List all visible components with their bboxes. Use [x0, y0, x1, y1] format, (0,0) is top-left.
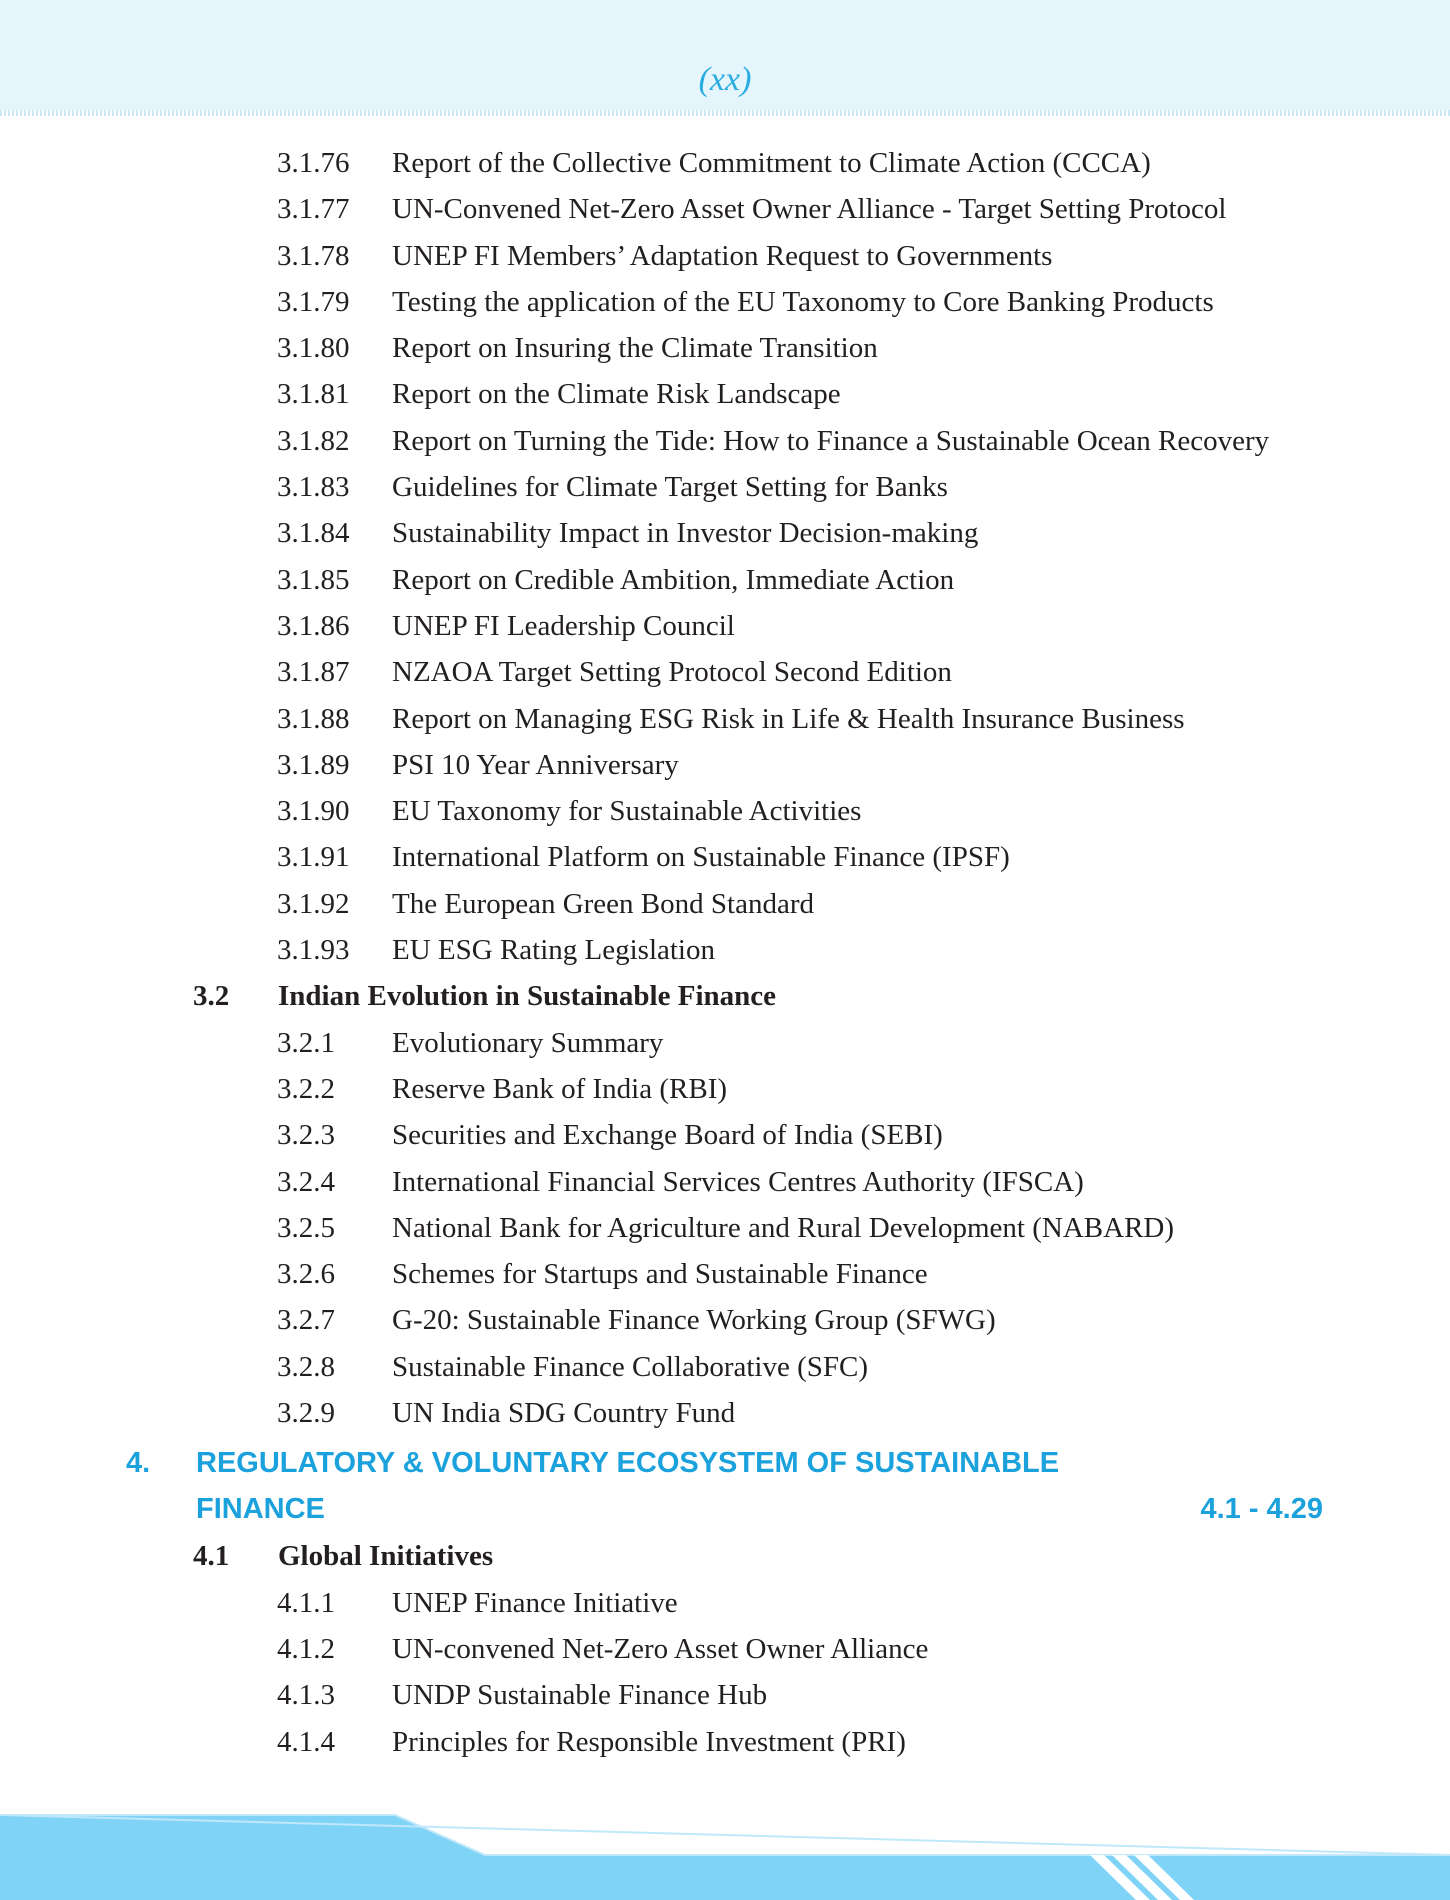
toc-entry-number: 3.2.2 — [277, 1072, 335, 1105]
toc-entry[interactable] — [0, 1719, 1450, 1765]
toc-entry-number: 3.1.92 — [277, 887, 350, 920]
toc-entry[interactable] — [0, 1020, 1450, 1066]
toc-entry-number: 4.1.3 — [277, 1679, 335, 1712]
toc-entry-number: 3.1.83 — [277, 471, 350, 504]
toc-entry-title: UN-Convened Net-Zero Asset Owner Alliance - Target Setting Protocol — [392, 193, 1227, 226]
toc-entry-number: 3.2.5 — [277, 1211, 335, 1244]
toc-entry[interactable] — [0, 233, 1450, 279]
toc-entry-title: UNDP Sustainable Finance Hub — [392, 1679, 768, 1712]
toc-entry-title: International Financial Services Centres Authority (IFSCA) — [392, 1165, 1084, 1198]
toc-entry[interactable] — [0, 279, 1450, 325]
toc-entry-number: 3.2.4 — [277, 1165, 335, 1198]
chapter-title-line2: FINANCE — [196, 1493, 325, 1526]
toc-entry-number: 3.1.80 — [277, 332, 350, 365]
toc-entry-number: 3.2.1 — [277, 1026, 335, 1059]
toc-entry-title: Report on Turning the Tide: How to Finance a Sustainable Ocean Recovery — [392, 424, 1270, 457]
toc-entry-title: Report on Managing ESG Risk in Life & Health Insurance Business — [392, 702, 1185, 735]
toc-entry-number: 3.1.76 — [277, 147, 350, 179]
toc-entry[interactable] — [0, 371, 1450, 417]
toc-entry-title: UNEP Finance Initiative — [392, 1586, 678, 1619]
toc-entry-number: 3.1.87 — [277, 656, 350, 689]
toc-entry-number: 3.2.7 — [277, 1304, 335, 1337]
toc-entry-number: 3.1.85 — [277, 563, 350, 596]
toc-entry[interactable] — [0, 696, 1450, 742]
toc-entry[interactable] — [0, 557, 1450, 603]
toc-entry[interactable] — [0, 1344, 1450, 1390]
toc-entry[interactable] — [0, 742, 1450, 788]
toc-entry-number: 3.1.91 — [277, 841, 350, 874]
toc-entry[interactable] — [0, 927, 1450, 973]
toc-entry-number: 4.1.2 — [277, 1632, 335, 1665]
toc-entry-number: 3.1.77 — [277, 193, 350, 226]
toc-entry[interactable] — [0, 325, 1450, 371]
footer-band — [0, 1810, 1450, 1900]
toc-entry-title: Principles for Responsible Investment (PRI) — [392, 1725, 906, 1758]
toc-section-number: 4.1 — [193, 1540, 230, 1573]
toc-entry-title: Report of the Collective Commitment to Climate Action (CCCA) — [392, 147, 1151, 179]
toc-group-3-2 — [0, 1020, 1450, 1437]
toc-group-3-1 — [0, 140, 1450, 973]
toc-entry-number: 3.2.9 — [277, 1397, 335, 1430]
toc-entry-title: Report on the Climate Risk Landscape — [392, 378, 841, 411]
toc-section-title: Indian Evolution in Sustainable Finance — [278, 980, 776, 1013]
toc-entry-title: G-20: Sustainable Finance Working Group (SFWG) — [392, 1304, 996, 1337]
toc-entry-title: UNEP FI Leadership Council — [392, 609, 735, 642]
toc-entry[interactable] — [0, 1251, 1450, 1297]
toc-section-heading[interactable] — [0, 1533, 1450, 1579]
toc-entry[interactable] — [0, 788, 1450, 834]
toc-entry-title: The European Green Bond Standard — [392, 887, 814, 920]
toc-entry-title: Sustainable Finance Collaborative (SFC) — [392, 1350, 869, 1383]
toc-entry-title: Schemes for Startups and Sustainable Finance — [392, 1258, 928, 1291]
toc-entry-number: 3.2.6 — [277, 1258, 335, 1291]
chapter-title-line1: REGULATORY & VOLUNTARY ECOSYSTEM OF SUSTAINABLE — [196, 1447, 1060, 1480]
toc-entry-number: 3.2.3 — [277, 1119, 335, 1152]
toc-section-number: 3.2 — [193, 980, 230, 1013]
toc-entry[interactable] — [0, 186, 1450, 232]
toc-entry-title: UN-convened Net-Zero Asset Owner Alliance — [392, 1632, 929, 1665]
toc-section-heading[interactable] — [0, 973, 1450, 1019]
toc-entry-title: National Bank for Agriculture and Rural Development (NABARD) — [392, 1211, 1175, 1244]
toc-entry[interactable] — [0, 1159, 1450, 1205]
toc-entry[interactable] — [0, 1390, 1450, 1436]
toc-entry-number: 3.1.81 — [277, 378, 350, 411]
toc-entry[interactable] — [0, 1672, 1450, 1718]
toc-entry-number: 3.1.79 — [277, 285, 350, 318]
toc-chapter-heading[interactable] — [0, 1440, 1450, 1535]
toc-entry-title: EU ESG Rating Legislation — [392, 934, 715, 967]
toc-entry[interactable] — [0, 1112, 1450, 1158]
header-divider — [0, 110, 1450, 116]
toc-entry[interactable] — [0, 603, 1450, 649]
toc-entry-number: 3.2.8 — [277, 1350, 335, 1383]
toc-entry-title: NZAOA Target Setting Protocol Second Edition — [392, 656, 952, 689]
toc-entry-title: Guidelines for Climate Target Setting for Banks — [392, 471, 948, 504]
chapter-number: 4. — [126, 1447, 151, 1480]
toc-entry[interactable] — [0, 649, 1450, 695]
toc-group-4-1 — [0, 1580, 1450, 1765]
toc-entry-title: UN India SDG Country Fund — [392, 1397, 736, 1430]
toc-entry-title: EU Taxonomy for Sustainable Activities — [392, 795, 862, 828]
page-number: (xx) — [698, 61, 752, 98]
toc-entry-title: Evolutionary Summary — [392, 1026, 664, 1059]
toc-entry-title: Testing the application of the EU Taxonomy to Core Banking Products — [392, 285, 1214, 318]
toc-entry-title: International Platform on Sustainable Finance (IPSF) — [392, 841, 1010, 874]
toc-entry[interactable] — [0, 510, 1450, 556]
toc-entry-number: 3.1.78 — [277, 239, 350, 272]
toc-entry[interactable] — [0, 1205, 1450, 1251]
toc-entry-number: 3.1.82 — [277, 424, 350, 457]
toc-entry-number: 3.1.88 — [277, 702, 350, 735]
toc-entry[interactable] — [0, 881, 1450, 927]
toc-entry[interactable] — [0, 140, 1450, 186]
toc-entry[interactable] — [0, 834, 1450, 880]
toc-entry[interactable] — [0, 1580, 1450, 1626]
toc-entry-title: Report on Credible Ambition, Immediate Action — [392, 563, 955, 596]
toc-entry[interactable] — [0, 1297, 1450, 1343]
toc-entry[interactable] — [0, 1626, 1450, 1672]
toc-entry-number: 4.1.4 — [277, 1725, 335, 1758]
toc-entry-number: 3.1.86 — [277, 609, 350, 642]
toc-entry[interactable] — [0, 1066, 1450, 1112]
toc-entry-number: 3.1.89 — [277, 748, 350, 781]
toc-entry[interactable] — [0, 464, 1450, 510]
toc-entry-title: PSI 10 Year Anniversary — [392, 748, 679, 781]
toc-entry-title: Securities and Exchange Board of India (SEBI) — [392, 1119, 943, 1152]
toc-entry-number: 3.1.84 — [277, 517, 350, 550]
toc-entry-number: 3.1.93 — [277, 934, 350, 967]
toc-entry-number: 3.1.90 — [277, 795, 350, 828]
toc-entry-title: Reserve Bank of India (RBI) — [392, 1072, 728, 1105]
toc-entry[interactable] — [0, 418, 1450, 464]
toc-entry-title: Report on Insuring the Climate Transition — [392, 332, 878, 365]
chapter-page-range: 4.1 - 4.29 — [1200, 1493, 1323, 1526]
table-of-contents — [0, 140, 1450, 1765]
toc-entry-title: UNEP FI Members’ Adaptation Request to Governments — [392, 239, 1053, 272]
toc-entry-title: Sustainability Impact in Investor Decision-making — [392, 517, 979, 550]
toc-entry-number: 4.1.1 — [277, 1586, 335, 1619]
toc-section-title: Global Initiatives — [278, 1540, 494, 1573]
